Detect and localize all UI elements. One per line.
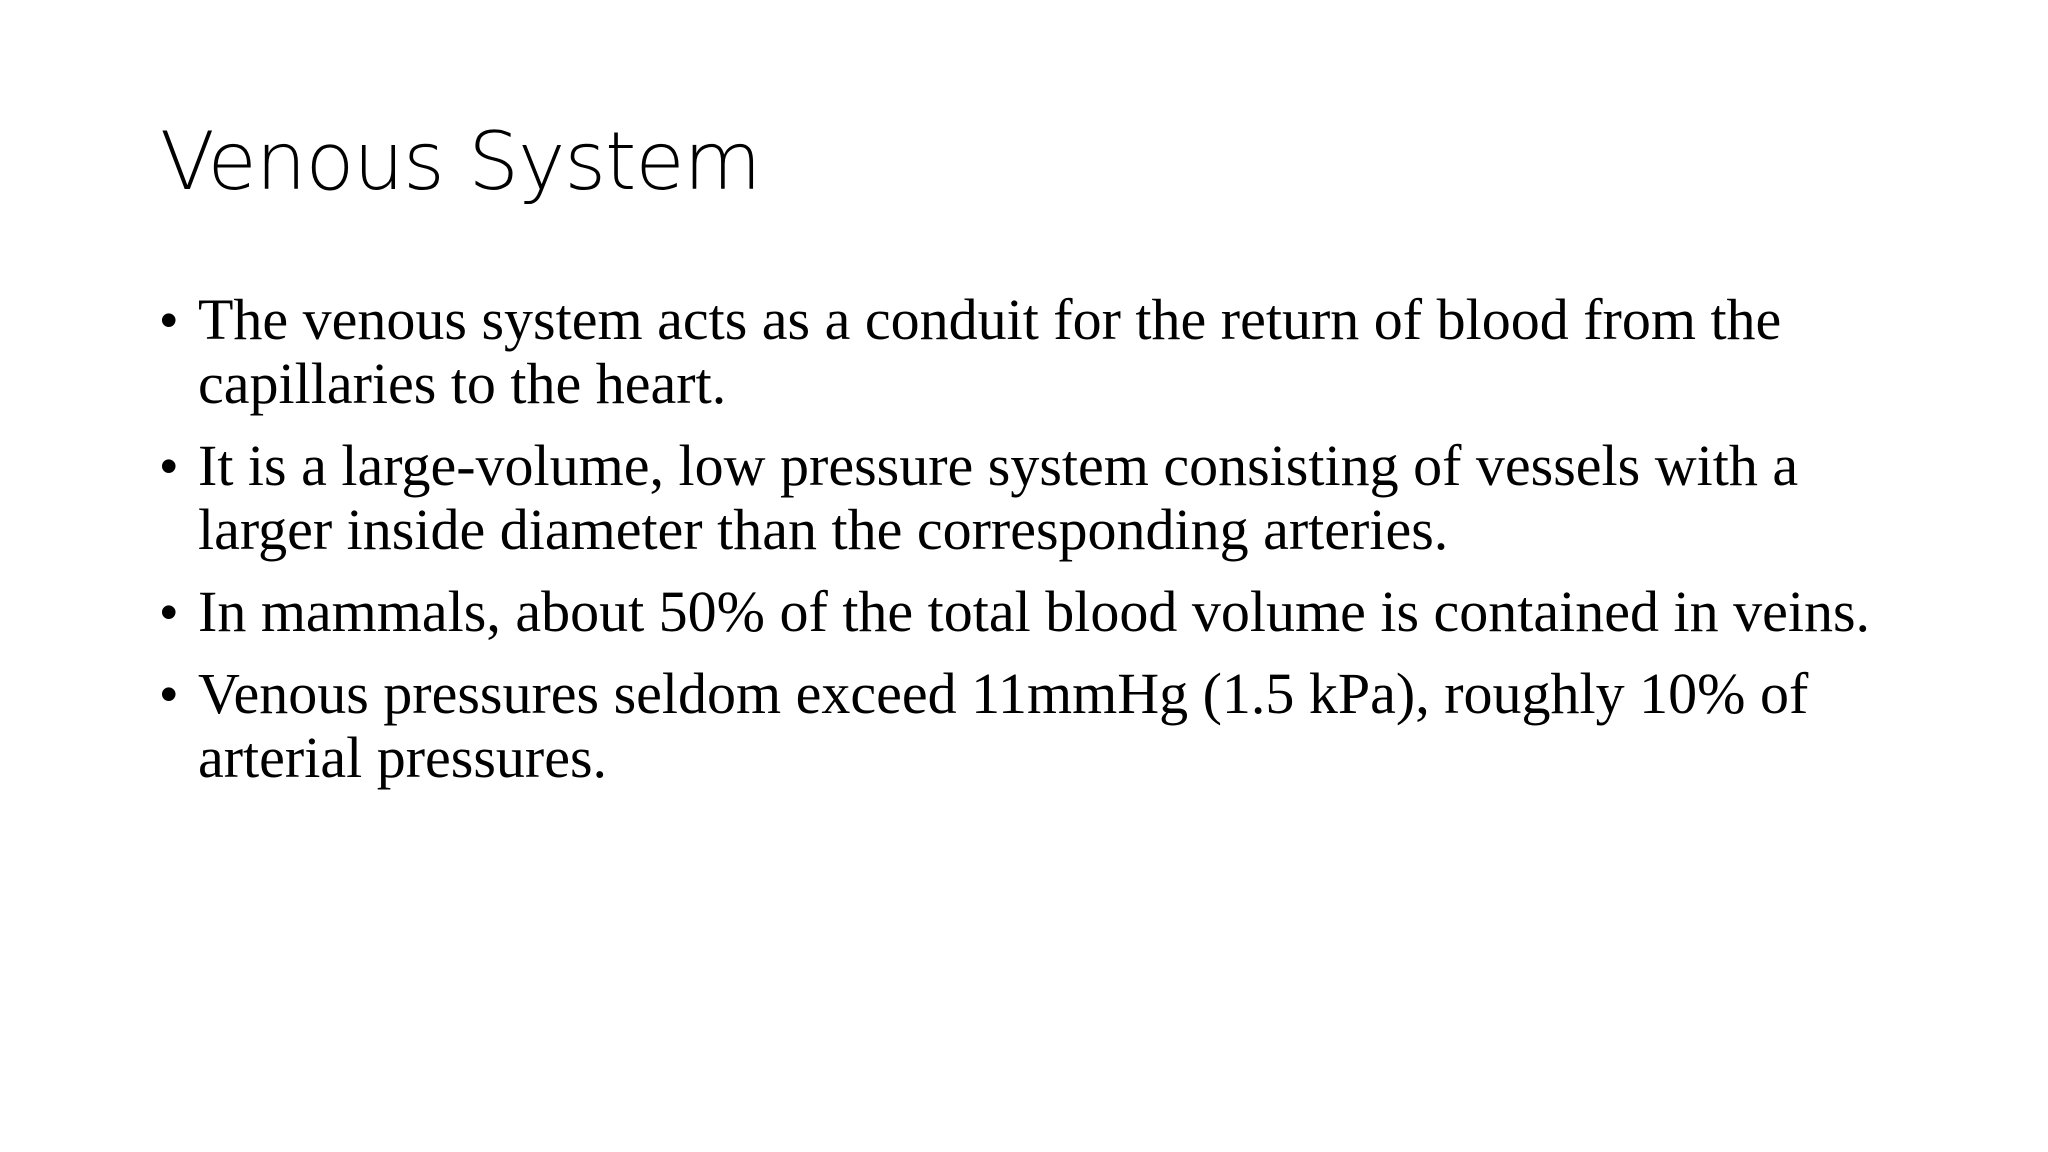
bullet-text: Venous pressures seldom exceed 11mmHg (1.5 kPa), roughly 10% of arterial pressures.	[198, 661, 1809, 790]
bullet-dot-icon: •	[160, 666, 178, 722]
slide-title: Venous System	[160, 115, 761, 208]
bullet-text: The venous system acts as a conduit for the return of blood from the capillaries to the heart.	[198, 287, 1782, 416]
bullet-dot-icon: •	[160, 292, 178, 348]
bullet-item	[160, 434, 1940, 562]
bullet-item	[160, 288, 1940, 416]
bullet-text: In mammals, about 50% of the total blood volume is contained in veins.	[198, 579, 1871, 644]
bullet-dot-icon: •	[160, 584, 178, 640]
bullet-item	[160, 662, 1940, 790]
bullet-dot-icon: •	[160, 438, 178, 494]
bullet-text: It is a large-volume, low pressure system consisting of vessels with a larger inside diameter than the corresponding arteries.	[198, 433, 1799, 562]
bullet-item	[160, 580, 1940, 644]
bullet-list	[160, 288, 1940, 808]
